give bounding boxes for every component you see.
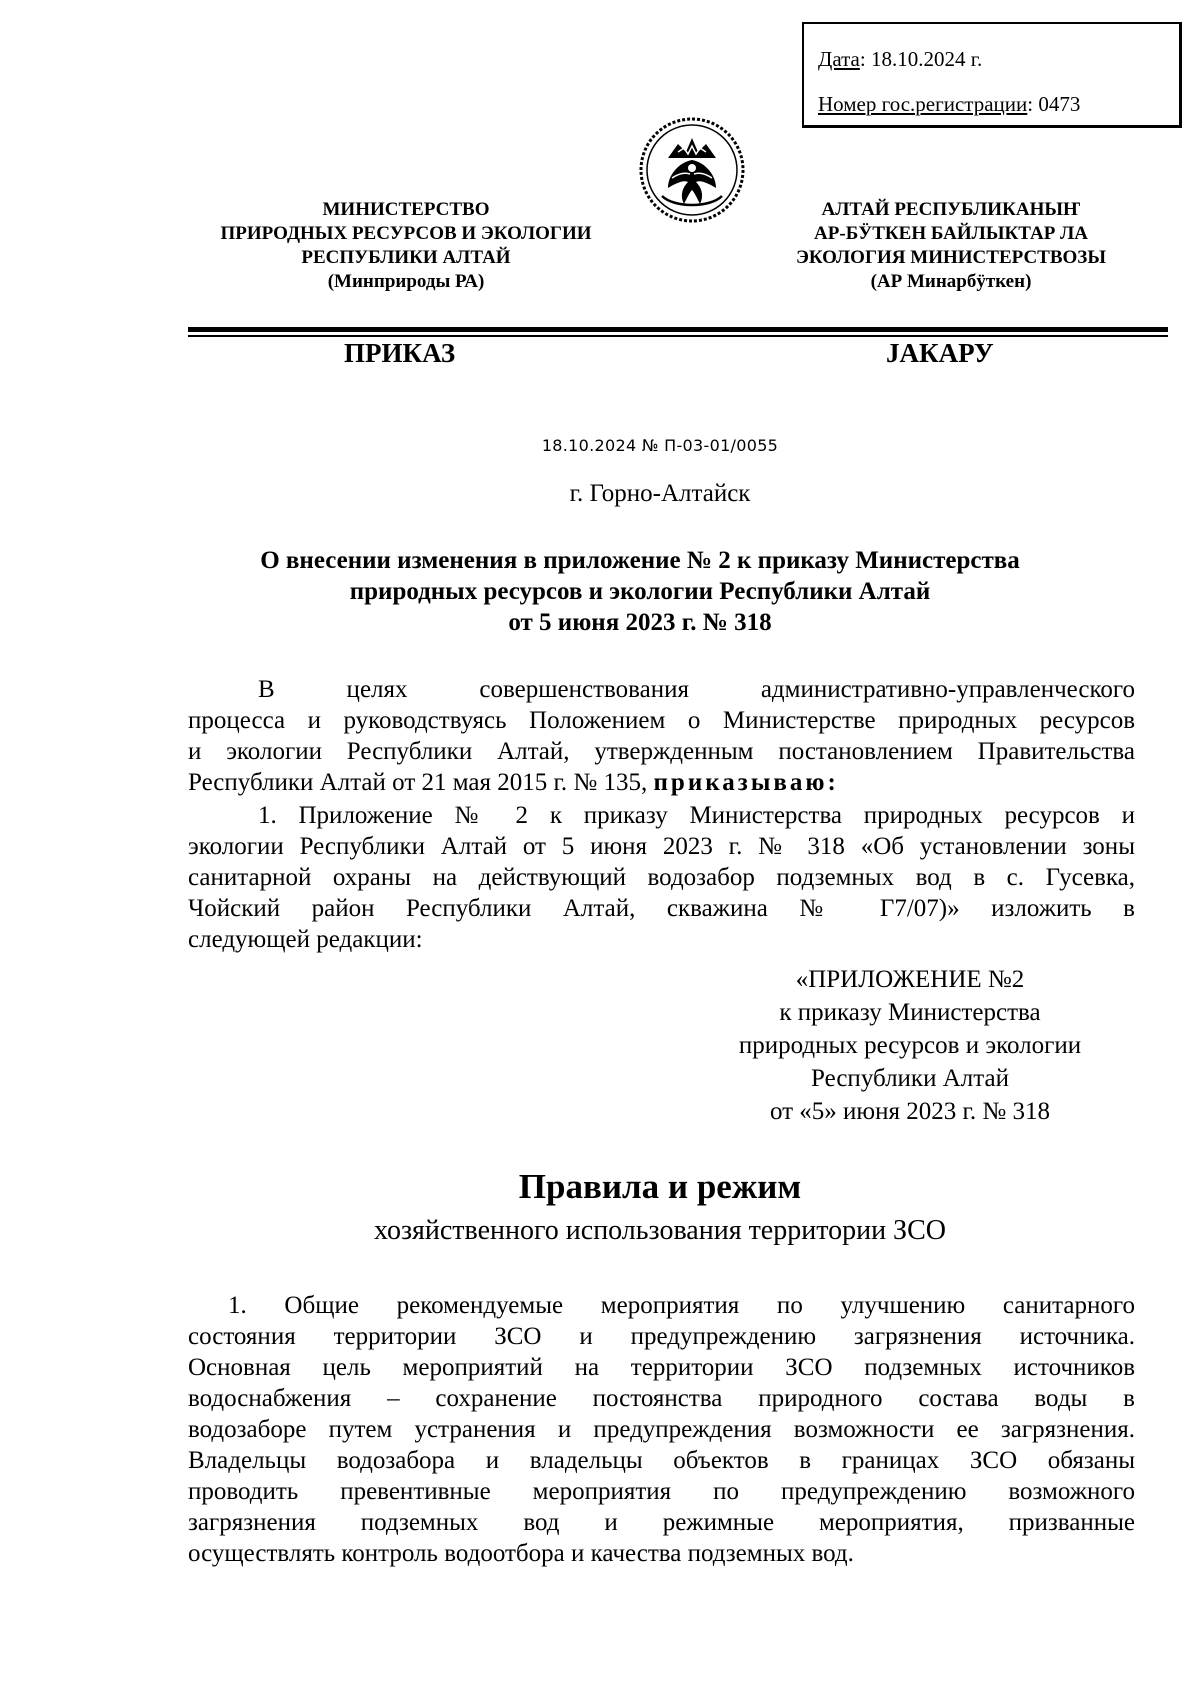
preamble-paragraph	[188, 674, 1135, 798]
ministry-name-line: ЭКОЛОГИЯ МИНИСТЕРСТВОЗЫ	[795, 247, 1106, 268]
registration-stamp	[802, 22, 1182, 128]
paragraph-line: Чойский район Республики Алтай, скважина № Г7/07)» изложить в	[188, 895, 1135, 922]
paragraph-line: и экологии Республики Алтай, утвержденным постановлением Правительства	[188, 738, 1135, 765]
paragraph-line: санитарной охраны на действующий водозабор подземных вод в с. Гусевка,	[188, 864, 1135, 891]
ministry-name-line: РЕСПУБЛИКИ АЛТАЙ	[301, 247, 511, 268]
paragraph-line: водоснабжения – сохранение постоянства природного состава воды в	[188, 1385, 1135, 1412]
rules-title: Правила и режим	[518, 1167, 802, 1206]
doc-type-russian: ПРИКАЗ	[344, 338, 456, 368]
title-line: от 5 июня 2023 г. № 318	[508, 609, 772, 636]
doc-type-altai: ЈАКАРУ	[886, 338, 994, 368]
ministry-name-line: (Минприроды РА)	[327, 271, 485, 292]
rules-item-1	[188, 1290, 1135, 1569]
paragraph-line: следующей редакции:	[188, 926, 423, 953]
registration-date	[818, 49, 982, 70]
paragraph-line: загрязнения подземных вод и режимные мероприятия, призванные	[188, 1509, 1135, 1536]
registration-number-label: Номер гос.регистрации	[818, 92, 1028, 116]
rules-subtitle: хозяйственного использования территории ЗСО	[374, 1215, 946, 1246]
title-line: О внесении изменения в приложение № 2 к приказу Министерства	[260, 547, 1020, 574]
ministry-name-altai	[770, 198, 1132, 294]
ministry-name-line: АЛТАЙ РЕСПУБЛИКАНЫҤ	[821, 199, 1081, 220]
header-divider	[188, 327, 1168, 332]
ministry-name-line: ПРИРОДНЫХ РЕСУРСОВ И ЭКОЛОГИИ	[220, 223, 592, 244]
paragraph-line: осуществлять контроль водоотбора и качества подземных вод.	[188, 1540, 854, 1567]
annex-line: к приказу Министерства	[779, 999, 1041, 1026]
annex-line: «ПРИЛОЖЕНИЕ №2	[795, 966, 1025, 993]
document-city: г. Горно-Алтайск	[569, 480, 751, 507]
annex-line: природных ресурсов и экологии	[738, 1032, 1082, 1059]
coat-of-arms-emblem	[638, 116, 746, 224]
ministry-name-russian	[200, 198, 612, 294]
annex-line: Республики Алтай	[811, 1065, 1009, 1092]
paragraph-line: экологии Республики Алтай от 5 июня 2023 г. № 318 «Об установлении зоны	[188, 833, 1135, 860]
registration-number	[818, 94, 1080, 115]
paragraph-line: Основная цель мероприятий на территории ЗСО подземных источников	[188, 1354, 1135, 1381]
title-line: природных ресурсов и экологии Республики Алтай	[349, 578, 931, 605]
order-word: приказываю:	[653, 769, 839, 796]
header-divider-thin	[188, 335, 1168, 337]
paragraph-line: процесса и руководствуясь Положением о Министерстве природных ресурсов	[188, 707, 1135, 734]
document-title	[160, 545, 1120, 638]
paragraph-line: 1. Приложение № 2 к приказу Министерства природных ресурсов и	[258, 802, 1135, 829]
registration-number-value: : 0473	[1027, 92, 1081, 116]
paragraph-line: водозаборе путем устранения и предупреждения возможности ее загрязнения.	[188, 1416, 1135, 1443]
registration-date-label: Дата	[818, 47, 860, 71]
paragraph-line: проводить превентивные мероприятия по предупреждению возможного	[188, 1478, 1135, 1505]
order-item-1	[188, 800, 1135, 955]
paragraph-line: Владельцы водозабора и владельцы объектов в границах ЗСО обязаны	[188, 1447, 1135, 1474]
paragraph-text: Республики Алтай от 21 мая 2015 г. № 135,	[188, 769, 654, 796]
document-number: 18.10.2024 № П-03-01/0055	[541, 436, 779, 455]
paragraph-line: 1. Общие рекомендуемые мероприятия по улучшению санитарного	[228, 1292, 1135, 1319]
ministry-name-line: (АР Минарбӱткен)	[870, 271, 1032, 292]
ministry-name-line: МИНИСТЕРСТВО	[322, 199, 490, 220]
annex-line: от «5» июня 2023 г. № 318	[769, 1098, 1051, 1125]
paragraph-line: В целях совершенствования административно-управленческого	[258, 676, 1135, 703]
paragraph-line: состояния территории ЗСО и предупреждению загрязнения источника.	[188, 1323, 1135, 1350]
paragraph-line	[188, 767, 1135, 798]
ministry-name-line: АР-БӰТКЕН БАЙЛЫКТАР ЛА	[814, 223, 1088, 244]
registration-date-value: : 18.10.2024 г.	[859, 47, 983, 71]
annex-reference	[700, 963, 1120, 1128]
